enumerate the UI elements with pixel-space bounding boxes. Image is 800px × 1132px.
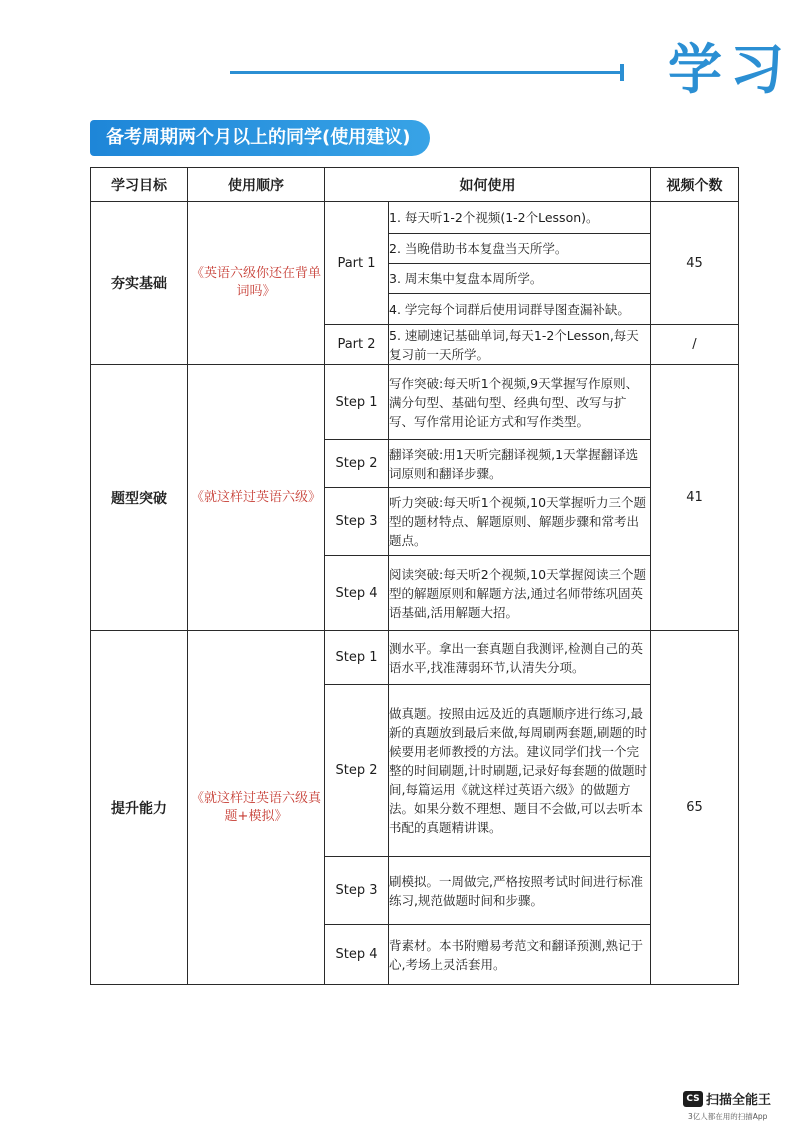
table-header-row [91, 168, 739, 202]
header-count: 视频个数 [651, 168, 739, 202]
book-title-cell: 《英语六级你还在背单词吗》 [188, 202, 325, 365]
instruction-cell: 测水平。拿出一套真题自我测评,检测自己的英语水平,找准薄弱环节,认清失分项。 [389, 631, 651, 685]
step-label: Step 1 [325, 631, 389, 685]
instruction-cell: 4. 学完每个词群后使用词群导图查漏补缺。 [389, 294, 651, 325]
table-row [91, 365, 739, 440]
header-rule [230, 71, 622, 74]
instruction-cell: 1. 每天听1-2个视频(1-2个Lesson)。 [389, 202, 651, 234]
video-count-cell: 65 [651, 631, 739, 985]
video-count-cell: 41 [651, 365, 739, 631]
scanner-watermark [683, 1088, 771, 1108]
instruction-cell: 写作突破:每天听1个视频,9天掌握写作原则、满分句型、基础句型、经典句型、改写与扩写、写作常用论证方式和写作类型。 [389, 365, 651, 440]
video-count-cell: 45 [651, 202, 739, 325]
step-label: Step 3 [325, 857, 389, 925]
instruction-cell: 阅读突破:每天听2个视频,10天掌握阅读三个题型的解题原则和解题方法,通过名师带练巩固英语基础,活用解题大招。 [389, 556, 651, 631]
goal-cell: 题型突破 [91, 365, 188, 631]
book-title-cell: 《就这样过英语六级》 [188, 365, 325, 631]
scanner-tagline: 3亿人都在用的扫描App [688, 1112, 768, 1121]
table-row [91, 631, 739, 685]
step-label: Step 4 [325, 556, 389, 631]
instruction-cell: 听力突破:每天听1个视频,10天掌握听力三个题型的题材特点、解题原则、解题步骤和常考出题点。 [389, 488, 651, 556]
header-goal: 学习目标 [91, 168, 188, 202]
instruction-cell: 刷模拟。一周做完,严格按照考试时间进行标准练习,规范做题时间和步骤。 [389, 857, 651, 925]
page-section-title: 学习 [668, 38, 792, 101]
goal-cell: 提升能力 [91, 631, 188, 985]
video-count-cell: / [651, 325, 739, 365]
study-plan-table [90, 167, 739, 985]
instruction-cell: 2. 当晚借助书本复盘当天所学。 [389, 234, 651, 264]
step-label: Step 3 [325, 488, 389, 556]
instruction-cell: 翻译突破:用1天听完翻译视频,1天掌握翻译选词原则和翻译步骤。 [389, 440, 651, 488]
step-label: Step 1 [325, 365, 389, 440]
table-row [91, 202, 739, 234]
goal-cell: 夯实基础 [91, 202, 188, 365]
book-title-cell: 《就这样过英语六级真题+模拟》 [188, 631, 325, 985]
header-rule-tick [620, 64, 624, 81]
step-label: Step 2 [325, 685, 389, 857]
step-label: Step 2 [325, 440, 389, 488]
part-label: Part 2 [325, 325, 389, 365]
instruction-cell: 做真题。按照由远及近的真题顺序进行练习,最新的真题放到最后来做,每周刷两套题,刷题的时候要用老师教授的方法。建议同学们找一个完整的时间刷题,计时刷题,记录好每套题的做题时间,每篇运用《就这样过英语六级》的做题方法。如果分数不理想、题目不会做,可以去听本书配的真题精讲课。 [389, 685, 651, 857]
header-order: 使用顺序 [188, 168, 325, 202]
instruction-cell: 背素材。本书附赠易考范文和翻译预测,熟记于心,考场上灵活套用。 [389, 925, 651, 985]
camscanner-icon: CS [683, 1091, 703, 1107]
section-banner: 备考周期两个月以上的同学(使用建议) [90, 120, 430, 156]
instruction-cell: 5. 速刷速记基础单词,每天1-2个Lesson,每天复习前一天所学。 [389, 325, 651, 365]
scanner-brand: 扫描全能王 [706, 1093, 772, 1108]
header-how: 如何使用 [325, 168, 651, 202]
part-label: Part 1 [325, 202, 389, 325]
instruction-cell: 3. 周末集中复盘本周所学。 [389, 264, 651, 294]
step-label: Step 4 [325, 925, 389, 985]
